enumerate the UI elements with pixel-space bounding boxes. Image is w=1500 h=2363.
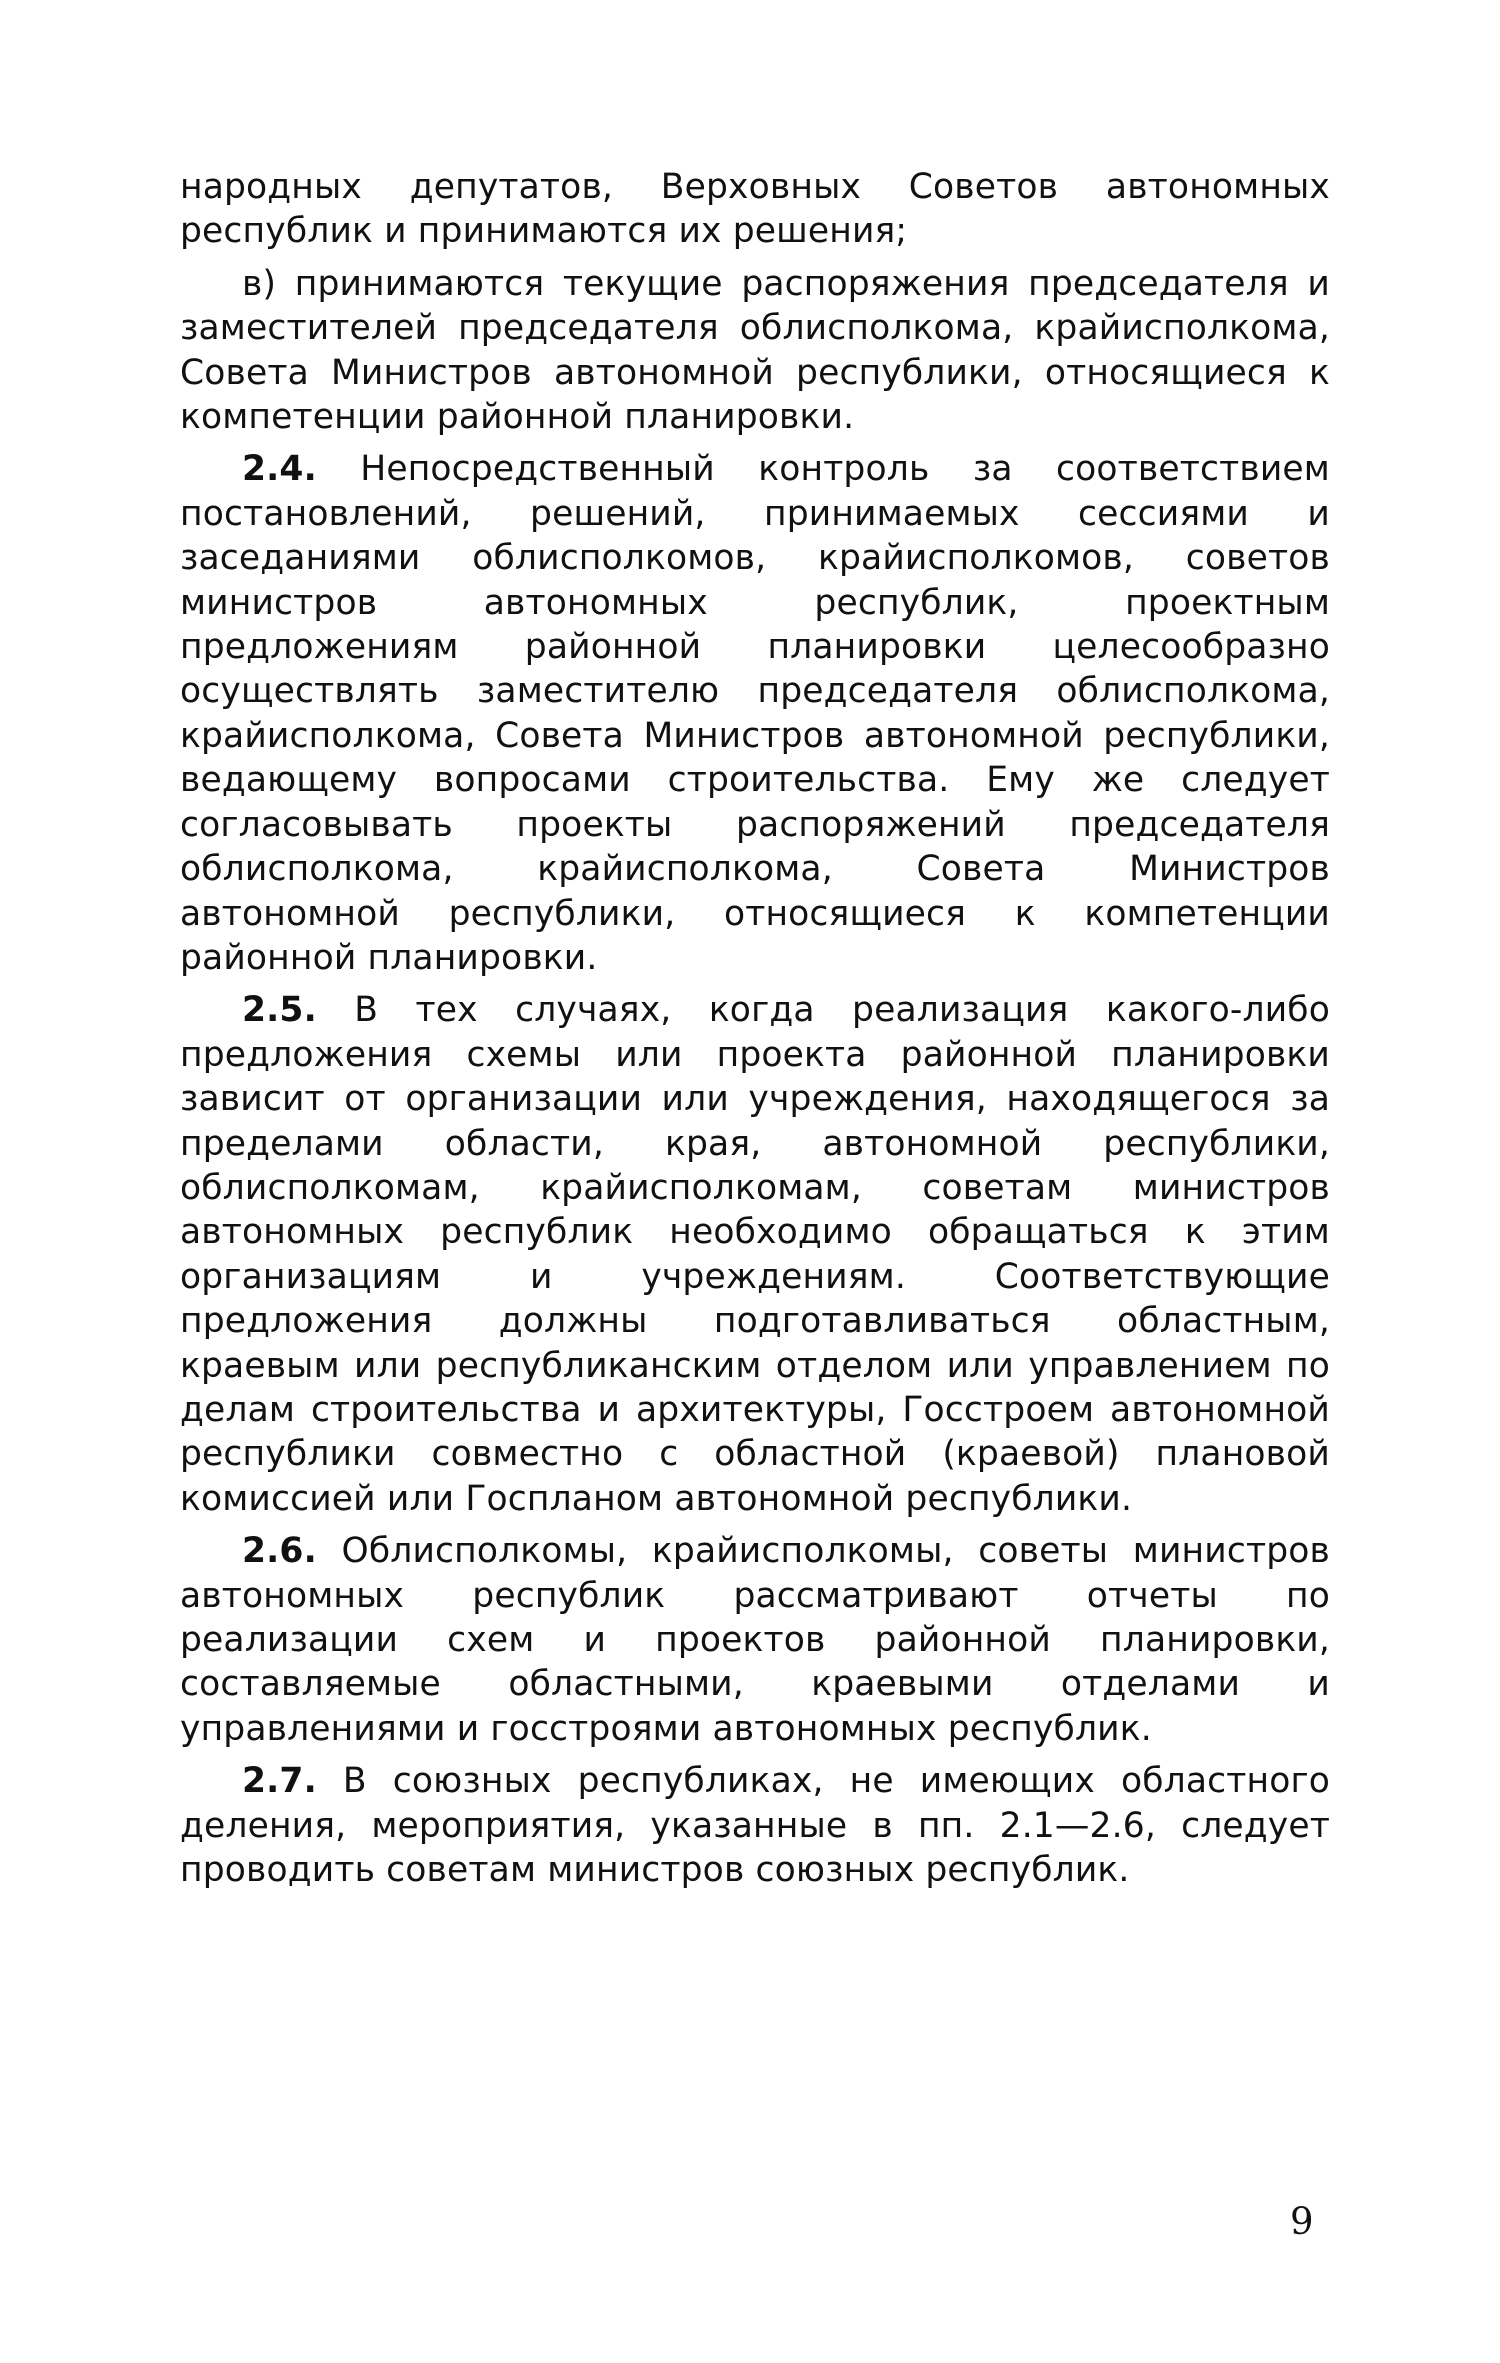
- paragraph-2-4: [180, 447, 1330, 980]
- paragraph-number: 2.7.: [242, 1761, 317, 1802]
- paragraph-text: В союзных республиках, не имеющих областного деления, мероприятия, указанные в пп. 2.1—2.6, следует проводить советам министров союзных республик.: [180, 1761, 1330, 1891]
- paragraph-number: 2.5.: [242, 990, 317, 1031]
- paragraph-2-6: [180, 1529, 1330, 1751]
- paragraph-text: народных депутатов, Верховных Советов автономных республик и принимаются их решения;: [180, 167, 1330, 252]
- paragraph-item-v: [180, 262, 1330, 440]
- paragraph-2-7: [180, 1759, 1330, 1892]
- paragraph-text: Непосредственный контроль за соответствием постановлений, решений, принимаемых сессиями и заседаниями облисполкомов, крайисполкомов, советов министров автономных республик, проектным предложениям районной планировки целесообразно осуществлять заместителю председателя облисполкома, крайисполкома, Совета Министров автономной республики, ведающему вопросами строительства. Ему же следует согласовывать проекты распоряжений председателя облисполкома, крайисполкома, Совета Министров автономной республики, относящиеся к компетенции районной планировки.: [180, 449, 1330, 978]
- paragraph-text: в) принимаются текущие распоряжения председателя и заместителей председателя облисполкома, крайисполкома, Совета Министров автономной республики, относящиеся к компетенции районной планировки.: [180, 263, 1330, 438]
- paragraph-2-5: [180, 988, 1330, 1521]
- paragraph-number: 2.6.: [242, 1531, 317, 1572]
- paragraph-continuation: [180, 165, 1330, 254]
- paragraph-text: Облисполкомы, крайисполкомы, советы министров автономных республик рассматривают отчеты по реализации схем и проектов районной планировки, составляемые областными, краевыми отделами и управлениями и госстроями автономных республик.: [180, 1531, 1330, 1749]
- paragraph-text: В тех случаях, когда реализация какого-либо предложения схемы или проекта районной планировки зависит от организации или учреждения, находящегося за пределами области, края, автономной республики, облисполкомам, крайисполкомам, советам министров автономных республик необходимо обращаться к этим организациям и учреждениям. Соответствующие предложения должны подготавливаться областным, краевым или республиканским отделом или управлением по делам строительства и архитектуры, Госстроем автономной республики совместно с областной (краевой) плановой комиссией или Госпланом автономной республики.: [180, 990, 1330, 1519]
- page-number: 9: [1290, 2200, 1314, 2243]
- body-text: [180, 165, 1330, 1900]
- paragraph-number: 2.4.: [242, 449, 317, 490]
